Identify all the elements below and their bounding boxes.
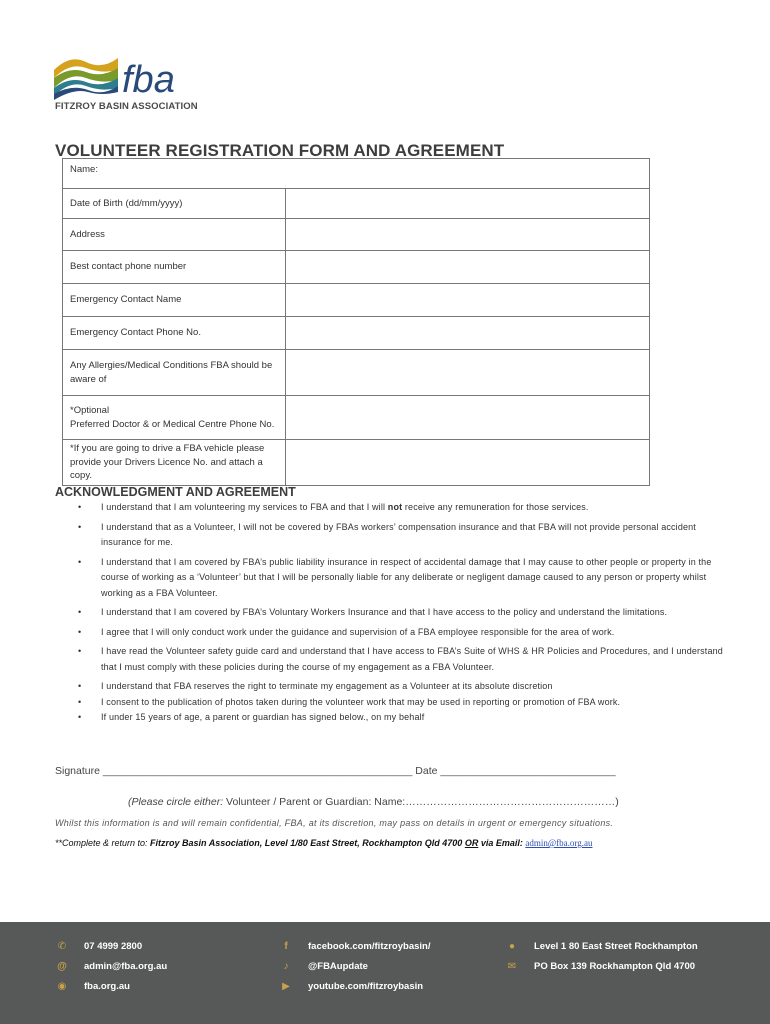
footer-facebook[interactable]: f facebook.com/fitzroybasin/ [280,940,430,952]
mail-icon: ✉ [507,960,517,972]
list-item: • I consent to the publication of photos taken during the volunteer work that may be used in reporting or promotion of FBA work. [73,695,723,711]
bullet-icon: • [78,502,82,512]
facebook-icon: f [284,940,288,952]
list-item: • I understand that as a Volunteer, I will not be covered by FBAs workers’ compensation insurance and that FBA will not provide personal accident insurance for me. [78,521,696,547]
phone-input[interactable] [286,251,650,284]
footer-phone: ✆ 07 4999 2800 [57,940,143,952]
emergency-phone-label: Emergency Contact Phone No. [63,317,286,350]
confidentiality-note: Whilst this information is and will remain confidential, FBA, at its discretion, may pass on details in urgent or emergency situations. [55,818,614,828]
signature-line[interactable]: Signature _____________________________________________________ Date ______________________________ [55,765,616,777]
acknowledgment-title: ACKNOWLEDGMENT AND AGREEMENT [55,485,296,499]
name-label: Name: [70,164,98,175]
bullet-icon: • [78,556,82,567]
emergency-name-label: Emergency Contact Name [63,284,286,317]
address-label: Address [63,219,286,251]
doctor-label: *Optional Preferred Doctor & or Medical Centre Phone No. [63,396,286,440]
circle-option-line[interactable] [128,796,619,808]
org-name: FITZROY BASIN ASSOCIATION [55,101,198,112]
circle-label: (Please circle either: [128,796,224,808]
phone-icon: ✆ [57,940,67,952]
bullet-icon: • [78,521,82,532]
footer-po-box: ✉ PO Box 139 Rockhampton Qld 4700 [507,960,696,972]
bullet-icon: • [78,712,82,722]
footer-street: ● Level 1 80 East Street Rockhampton [506,940,698,952]
name-field[interactable] [63,159,650,189]
emergency-phone-input[interactable] [286,317,650,350]
bullet-icon: • [78,681,82,691]
globe-icon: ◉ [57,980,67,992]
list-item: • I have read the Volunteer safety guide card and understand that I have access to FBA’s Suite of WHS & HR Policies and Procedures, and I understand that I must comply with these policies during the course of my engagement as a FBA Volunteer. [78,646,723,672]
address-input[interactable] [286,219,650,251]
allergies-label: Any Allergies/Medical Conditions FBA should be aware of [63,350,286,396]
footer-youtube[interactable]: ▶ youtube.com/fitzroybasin [280,980,423,992]
list-item: • I understand that I am volunteering my services to FBA and that I will not receive any remuneration for those services. [73,500,723,516]
list-item: • I understand that I am covered by FBA’s Voluntary Workers Insurance and that I have access to the policy and understand the limitations. [73,605,723,621]
dob-label: Date of Birth (dd/mm/yyyy) [63,189,286,219]
footer-twitter[interactable]: ♪ @FBAupdate [280,960,368,972]
footer-website[interactable]: ◉ fba.org.au [57,980,130,992]
list-item: • I understand that I am covered by FBA’s public liability insurance in respect of accidental damage that I may cause to other people or property in the course of working as a ‘Volunteer’ but that I will be personally liable for any deliberate or negligent damage caused to any person or property whilst working as a FBA Volunteer. [78,556,712,598]
phone-label: Best contact phone number [63,251,286,284]
agreement-list [73,500,723,726]
at-icon: @ [57,960,67,972]
list-item: • I agree that I will only conduct work under the guidance and supervision of a FBA employee responsible for the area of work. [73,625,723,641]
allergies-input[interactable] [286,350,650,396]
list-item: • If under 15 years of age, a parent or guardian has signed below., on my behalf [73,710,723,726]
doctor-input[interactable] [286,396,650,440]
licence-label: *If you are going to drive a FBA vehicle please provide your Drivers Licence No. and attach a copy. [63,440,286,486]
youtube-icon: ▶ [282,980,290,992]
bullet-icon: • [78,646,82,656]
circle-options: Volunteer / Parent or Guardian: Name:……………………………………………………) [223,796,619,808]
location-pin-icon: ● [508,940,516,952]
dob-input[interactable] [286,189,650,219]
registration-form-table [62,158,650,486]
return-instructions: **Complete & return to: Fitzroy Basin Association, Level 1/80 East Street, Rockhampton Qld 4700 OR via Email: admin@fba.org.au [55,838,593,848]
twitter-icon: ♪ [283,960,289,972]
bullet-icon: • [78,696,82,707]
bullet-icon: • [78,607,82,617]
email-link[interactable]: admin@fba.org.au [525,838,593,848]
bullet-icon: • [78,626,82,637]
footer-email[interactable]: @ admin@fba.org.au [57,960,168,972]
list-item: • I understand that FBA reserves the right to terminate my engagement as a Volunteer at its absolute discretion [73,679,723,695]
emergency-name-input[interactable] [286,284,650,317]
licence-input[interactable] [286,440,650,486]
page-title: VOLUNTEER REGISTRATION FORM AND AGREEMENT [55,141,505,160]
footer [0,922,770,1024]
logo-text: fba [122,59,175,101]
